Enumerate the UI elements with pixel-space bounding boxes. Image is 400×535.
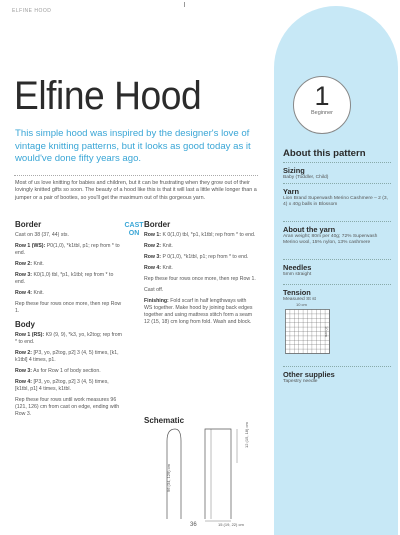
sidebar-tension (283, 284, 391, 303)
cast-on-label: CAST ON (124, 222, 144, 237)
sidebar-heading: Other supplies (283, 370, 335, 379)
tension-width-label: 10 cm (296, 302, 307, 307)
body-text: Most of us love knitting for babies and children, but it can be frustrating when they grow out of their lovingly knitted gifts so soon. The beauty of a hood like this is that it will last a little while longer than a jumper or a pair of booties, so you'll get the maximum out of this gorgeous yarn. (15, 180, 257, 201)
intro-text: This simple hood was inspired by the designer's love of vintage knitting patterns, but it looks as good today as it would've done fifty years ago. (15, 128, 251, 165)
row-label: Row 1: (144, 231, 162, 238)
row-text: Knit. (33, 290, 44, 297)
row-label: Row 3: (144, 254, 162, 261)
divider (14, 175, 258, 176)
schematic-heading: Schematic (144, 416, 185, 425)
row-text: [P3, yo, p2tog, p2] 3 (4, 5) times, [k1, k1tbl] 4 times, p1. (15, 349, 119, 363)
divider (283, 284, 391, 285)
sidebar-sizing (283, 162, 391, 181)
row-text: K0(1,0) tbl, *p1, k1tbl; rep from * to end. (15, 272, 114, 285)
row-text: Fold scarf in half lengthways with WS together. Make hood by joining back edges together and using mattress stitch form a seam 12 (15, 18) cm long from fold. Wash and block. (144, 298, 253, 326)
section-heading: Border (15, 220, 42, 229)
difficulty-label: Beginner (310, 110, 334, 116)
instruction-line (15, 368, 123, 375)
row-text: Rep these four rows once more, then rep Row 1. (15, 301, 122, 315)
row-text: Rep these four rows until work measures 96 (121, 126) cm from cast on edge, ending with Row 3. (15, 397, 120, 417)
row-text: As for Row 1 of body section. (33, 367, 101, 374)
difficulty-number: 1 (314, 81, 330, 111)
sidebar-text: Lion Brand Superwash Merino Cashmere – 2 (3, 4) x 40g balls in Blossom (283, 196, 388, 208)
row-label: Row 1 (WS): (15, 243, 46, 249)
sidebar-other-supplies (283, 366, 391, 385)
row-label: Row 4: (15, 379, 33, 385)
sidebar-text: Measured St st (283, 297, 316, 302)
instruction-line (15, 243, 123, 257)
running-head: ELFINE HOOD (12, 8, 52, 14)
row-text: Knit. (33, 261, 44, 267)
divider (283, 366, 391, 367)
row-text: Rep these four rows once more, then rep Row 1. (144, 276, 256, 283)
sidebar-heading: Sizing (283, 166, 305, 175)
sidebar-heading: About the yarn (283, 225, 336, 234)
instruction-line (15, 261, 123, 268)
schematic-seam-label: 12 (15, 18) cm (244, 422, 249, 448)
instruction-line (15, 350, 123, 364)
tension-height-label: 10 cm (324, 326, 329, 337)
row-label: Row 3: (15, 367, 33, 374)
sidebar-heading: Yarn (283, 187, 300, 196)
page-number: 36 (190, 522, 197, 528)
row-text: P0(1,0), *k1tbl, p1; rep from * to end. (15, 243, 120, 256)
row-label: Row 4: (144, 265, 162, 272)
instruction-line (15, 290, 123, 297)
section-heading: Body (15, 320, 35, 329)
instructions-left (15, 222, 123, 422)
instruction-line (144, 276, 256, 283)
row-label: Row 1 (RS): (15, 331, 45, 338)
row-text: K9 (9, 9), *k3, yo, k2tog; rep from * to end. (15, 331, 122, 345)
schematic-length-label: 96 (34, 129) cm (166, 463, 171, 492)
sidebar-text: Tapestry needle (283, 379, 318, 384)
section-heading: Border (144, 220, 171, 229)
instruction-line (144, 243, 256, 250)
divider (283, 162, 391, 163)
row-label: Row 2: (144, 243, 162, 249)
divider (283, 183, 391, 184)
page-title: Elfine Hood (14, 74, 202, 118)
divider (283, 259, 391, 260)
sidebar-text: Aran weight; 80m per 40g; 72% Superwash Merino wool, 15% nylon, 13% cashmere (283, 234, 378, 246)
row-label: Finishing: (144, 298, 169, 305)
sidebar-text: Baby (Toddler, Child) (283, 175, 329, 180)
instruction-line (15, 301, 123, 315)
instruction-line (144, 232, 256, 239)
sidebar-about-yarn (283, 221, 391, 247)
row-label: Row 2: (15, 261, 33, 267)
instruction-line (144, 254, 256, 261)
schematic-width-label: 15 (19, 22) cm (218, 522, 244, 527)
row-text: K 0(1,0) tbl, *p1, k1tbl; rep from * to end. (162, 231, 256, 238)
row-text: Cast off. (144, 287, 164, 294)
row-text: [P3, yo, p2tog, p2] 3 (4, 5) times, [k1tbl, p1] 4 times, k1tbl. (15, 379, 109, 392)
row-text: Cast on 38 (37, 44) sts. (15, 231, 69, 238)
instruction-line (15, 232, 123, 239)
sidebar-needles (283, 259, 391, 278)
row-text: Knit. (162, 243, 173, 249)
sidebar-heading: Tension (283, 288, 311, 297)
difficulty-badge (293, 76, 351, 134)
sidebar-text: 5mm straight (283, 272, 312, 277)
instruction-line (144, 265, 256, 272)
sidebar-yarn (283, 183, 391, 209)
instructions-right (144, 222, 256, 330)
divider (283, 221, 391, 222)
row-text: P 0(1,0), *k1tbl, p1; rep from * to end. (162, 254, 249, 261)
instruction-line (15, 397, 123, 418)
row-text: Knit. (162, 265, 173, 272)
row-label: Row 4: (15, 290, 33, 297)
row-label: Row 3: (15, 272, 33, 279)
schematic-scarf-outline (205, 429, 231, 519)
instruction-line (15, 272, 123, 286)
instruction-line (15, 332, 123, 346)
sidebar-heading: Needles (283, 263, 312, 272)
instruction-line (144, 287, 256, 294)
row-label: Row 2: (15, 349, 33, 356)
instruction-line (144, 298, 256, 326)
instruction-line (15, 379, 123, 393)
crop-mark (184, 2, 185, 7)
sidebar-title: About this pattern (283, 148, 366, 159)
